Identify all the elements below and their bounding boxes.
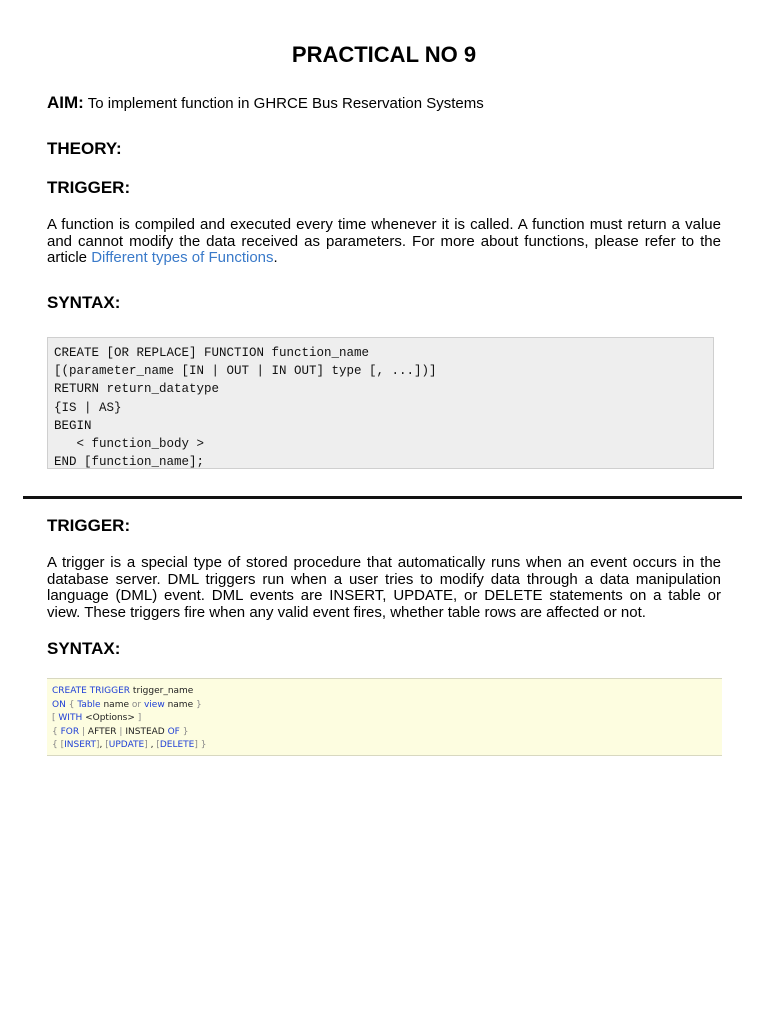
horizontal-divider [23, 496, 742, 499]
code-token: view [143, 699, 165, 710]
page-title: PRACTICAL NO 9 [291, 42, 477, 67]
section2-paragraph: A trigger is a special type of stored procedure that automatically runs when an event occurs in the database server. DML triggers run when a user tries to modify data through a data manipulation language (DML) event. DML events are INSERT, UPDATE, or DELETE statements on a table or view. These triggers fire when any valid event fires, whether table rows are affected or not. [47, 554, 721, 622]
code-token: Table [77, 699, 101, 710]
code-token: UPDATE [108, 740, 145, 751]
code-token: trigger_name [132, 686, 194, 696]
code-token: AFTER [87, 726, 117, 737]
code-token: CREATE [52, 686, 87, 696]
code-line: END [function_name]; [54, 455, 205, 470]
code-token: TRIGGER [89, 686, 131, 696]
section1-syntax-heading: SYNTAX: [47, 293, 121, 312]
code-token: INSTEAD [125, 726, 165, 737]
section1-paragraph [47, 217, 721, 267]
code-line: {IS | AS} [54, 400, 122, 415]
section1-heading: TRIGGER: [47, 178, 131, 197]
code-line: RETURN return_datatype [54, 382, 220, 397]
aim-text: To implement function in GHRCE Bus Reservation Systems [87, 95, 484, 112]
code-token: name [167, 699, 194, 710]
function-syntax-code-block [47, 337, 714, 469]
code-token: or [131, 699, 142, 710]
theory-heading: THEORY: [47, 139, 122, 158]
section2-syntax-heading: SYNTAX: [47, 639, 121, 658]
code-line: < function_body > [54, 437, 205, 452]
function-syntax-code [54, 344, 713, 471]
code-token: INSERT [64, 740, 97, 751]
code-token: ON [52, 699, 66, 710]
functions-link[interactable]: Different types of Functions [91, 249, 274, 267]
section1-paragraph-end: . [273, 249, 278, 267]
code-token: FOR [60, 726, 80, 737]
code-line: BEGIN [54, 418, 92, 433]
aim-label: AIM: [47, 93, 84, 112]
code-line: CREATE [OR REPLACE] FUNCTION function_name [54, 346, 370, 360]
code-token: name [103, 699, 129, 710]
aim-line [47, 93, 484, 113]
section2-heading: TRIGGER: [47, 516, 131, 535]
trigger-syntax-code-block [47, 678, 722, 756]
trigger-syntax-code: CREATE TRIGGER trigger_name ON { Table name or view name } [ WITH <Options> ] { FOR | AFTER | INSTEAD OF } { [INSERT], [UPDATE] , [DELETE] } [52, 686, 207, 751]
code-token: <Options> [85, 713, 135, 724]
code-token: OF [167, 726, 180, 737]
code-token: WITH [58, 713, 83, 724]
section1-paragraph-text: A function is compiled and executed every time whenever it is called. A function must return a value and cannot modify the data received as parameters. For more about functions, please refer to the article [47, 216, 721, 267]
code-token: DELETE [159, 740, 195, 751]
code-line: [(parameter_name [IN | OUT | IN OUT] type [, ...])] [54, 364, 437, 379]
